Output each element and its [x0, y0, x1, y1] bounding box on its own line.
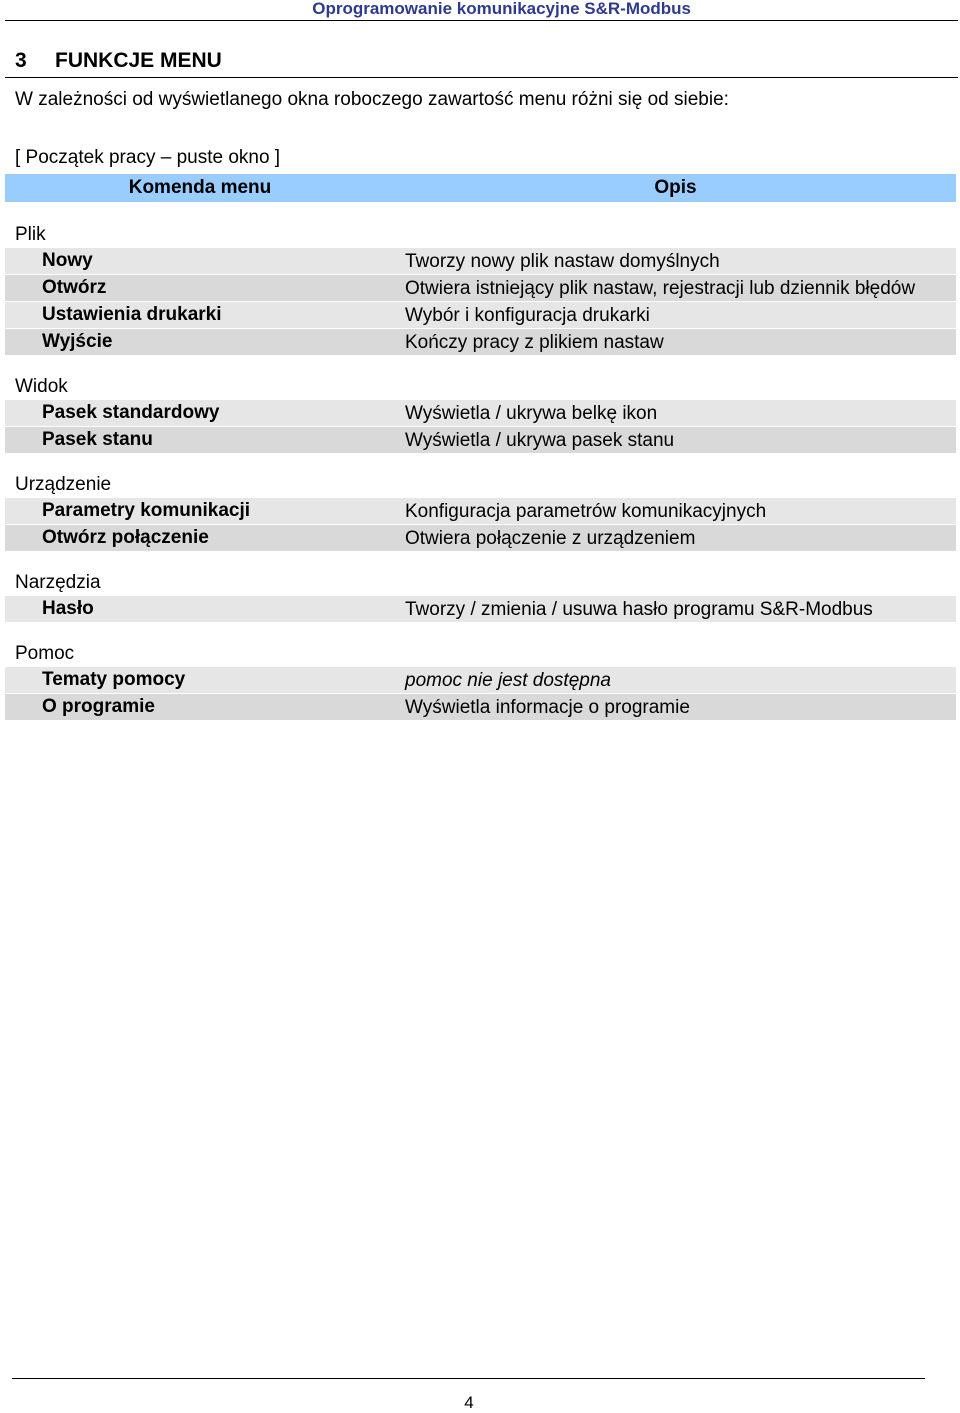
- description-cell: pomoc nie jest dostępna: [405, 670, 611, 691]
- table-row: [5, 667, 956, 693]
- table-row: [5, 302, 956, 328]
- description-cell: Otwiera istniejący plik nastaw, rejestracji lub dziennik błędów: [405, 278, 916, 299]
- description-cell: Kończy pracy z plikiem nastaw: [405, 332, 664, 353]
- command-cell: Ustawienia drukarki: [42, 304, 222, 325]
- section-heading: [15, 49, 222, 73]
- table-row: [5, 329, 956, 355]
- intro-paragraph: W zależności od wyświetlanego okna roboczego zawartość menu różni się od siebie:: [15, 89, 729, 110]
- table-row: [5, 525, 956, 551]
- group-plik: [5, 222, 956, 355]
- description-cell: Tworzy nowy plik nastaw domyślnych: [405, 251, 720, 272]
- table-row: [5, 498, 956, 524]
- section-title: FUNKCJE MENU: [55, 49, 222, 72]
- header-rule: [5, 20, 958, 21]
- section-rule: [5, 77, 958, 78]
- table-row: [5, 596, 956, 622]
- group-narzedzia: [5, 570, 956, 622]
- command-cell: Otwórz połączenie: [42, 527, 209, 548]
- description-cell: Wyświetla informacje o programie: [405, 697, 690, 718]
- description-cell: Wyświetla / ukrywa belkę ikon: [405, 403, 658, 424]
- command-cell: Pasek stanu: [42, 429, 153, 450]
- command-cell: Pasek standardowy: [42, 402, 220, 423]
- table-row: [5, 275, 956, 301]
- footer-rule: [12, 1378, 925, 1379]
- command-cell: Wyjście: [42, 331, 113, 352]
- description-cell: Wyświetla / ukrywa pasek stanu: [405, 430, 675, 451]
- menu-functions-table: [5, 174, 956, 721]
- group-title: Urządzenie: [15, 474, 112, 495]
- table-row: [5, 248, 956, 274]
- command-cell: Parametry komunikacji: [42, 500, 251, 521]
- group-title: Narzędzia: [15, 572, 101, 593]
- table-row: [5, 427, 956, 453]
- command-cell: Tematy pomocy: [42, 669, 186, 690]
- description-cell: Wybór i konfiguracja drukarki: [405, 305, 650, 326]
- page-number: 4: [464, 1393, 474, 1412]
- table-row: [5, 694, 956, 720]
- command-cell: Otwórz: [42, 277, 107, 298]
- command-cell: Nowy: [42, 250, 93, 271]
- group-title: Plik: [15, 224, 46, 245]
- group-title: Widok: [15, 376, 68, 397]
- command-cell: Hasło: [42, 598, 94, 619]
- section-number: 3: [15, 49, 27, 72]
- group-title: Pomoc: [15, 643, 75, 664]
- group-pomoc: [5, 641, 956, 720]
- column-header-description: Opis: [654, 177, 697, 198]
- table-header: [5, 174, 956, 202]
- command-cell: O programie: [42, 696, 155, 717]
- context-label: [ Początek pracy – puste okno ]: [15, 147, 281, 168]
- table-row: [5, 400, 956, 426]
- document-header-title: Oprogramowanie komunikacyjne S&R-Modbus: [312, 0, 691, 18]
- group-widok: [5, 374, 956, 453]
- description-cell: Konfiguracja parametrów komunikacyjnych: [405, 501, 767, 522]
- description-cell: Otwiera połączenie z urządzeniem: [405, 528, 696, 549]
- description-cell: Tworzy / zmienia / usuwa hasło programu S&R-Modbus: [405, 599, 873, 620]
- group-urzadzenie: [5, 472, 956, 551]
- column-header-command: Komenda menu: [128, 177, 272, 198]
